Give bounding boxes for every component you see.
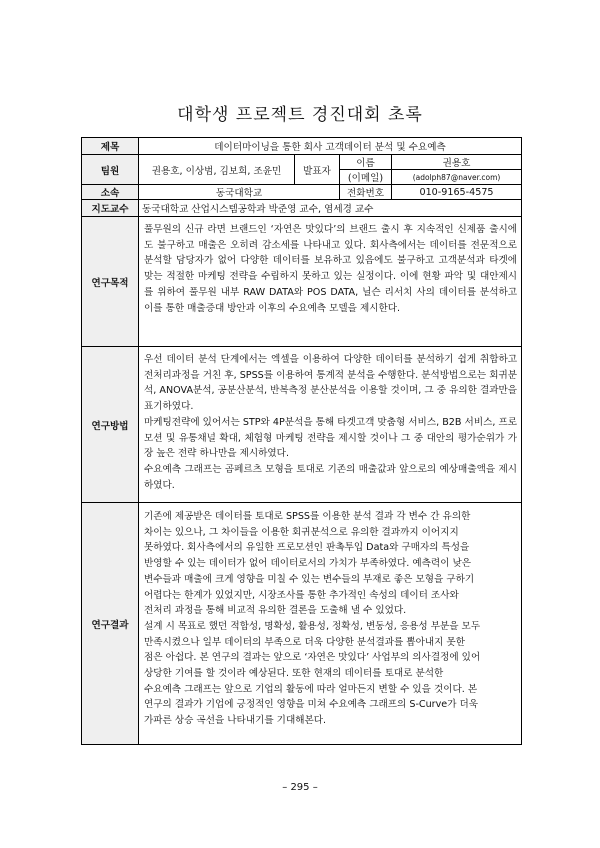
- method-label: 연구방법: [82, 347, 139, 503]
- presenter-email: (adolph87@naver.com): [392, 170, 522, 185]
- result-line: 어렵다는 한계가 있었지만, 시장조사를 통한 추가적인 속성의 데이터 조사와: [144, 589, 459, 601]
- advisor-label: 지도교수: [82, 200, 139, 217]
- document-title: 대학생 프로젝트 경진대회 초록: [177, 105, 423, 125]
- email-label: (이메일): [340, 170, 392, 185]
- result-line: 변수들과 매출에 크게 영향을 미칠 수 있는 변수들의 부재로 좋은 모형을 구하기: [144, 573, 475, 585]
- result-line: 못하였다. 회사측에서의 유일한 프로모션인 판촉투입 Data와 구매자의 특성을: [144, 542, 470, 554]
- title-row: [82, 138, 522, 155]
- purpose-row: [82, 217, 522, 347]
- result-line: 설계 시 목표로 했던 적합성, 명확성, 활용성, 정확성, 변동성, 응용성 부분을 모두: [144, 620, 481, 632]
- presenter-label: 발표자: [295, 155, 340, 185]
- result-line: 수요예측 그래프는 앞으로 기업의 활동에 따라 얼마든지 변할 수 있을 것이다. 본: [144, 683, 478, 695]
- phone-label: 전화번호: [340, 185, 392, 200]
- page-number: – 295 –: [282, 782, 318, 793]
- method-paragraph: 우선 데이터 분석 단계에서는 엑셀을 이용하여 다양한 데이터를 분석하기 쉽게 취합하고 전처리과정을 거친 후, SPSS를 이용하여 통계적 분석을 수행한다. 분석방법으로는 회귀분석, ANOVA분석, 공분산분석, 반복측정 분산분석을 이용할 것이며, 그 중 유의한 결과만을 표기하였다.: [144, 354, 518, 413]
- method-paragraph: 마케팅전략에 있어서는 STP와 4P분석을 통해 타겟고객 맞춤형 서비스, B2B 서비스, 프로모션 및 유통채널 확대, 체험형 마케팅 전략을 제시할 것이나 그 중 대안의 평가순위가 가장 높은 전략 하나만을 제시하였다.: [144, 416, 518, 460]
- team-members: 권용호, 이상범, 김보희, 조윤민: [139, 155, 295, 185]
- result-line: 반영할 수 있는 데이터가 없어 데이터로서의 가치가 부족하였다. 예측력이 낮은: [144, 558, 472, 570]
- affiliation-value: 동국대학교: [139, 185, 340, 200]
- result-line: 전처리 과정을 통해 비교적 유의한 결론을 도출해 낼 수 있었다.: [144, 605, 407, 617]
- result-row: [82, 503, 522, 745]
- abstract-table: [81, 137, 522, 745]
- advisor-row: [82, 200, 522, 217]
- name-label: 이름: [340, 155, 392, 170]
- method-text: [139, 347, 522, 503]
- result-line: 점은 아쉽다. 본 연구의 결과는 앞으로 ‘자연은 맛있다’ 사업부의 의사결정에 있어: [144, 652, 481, 664]
- result-text: [139, 503, 522, 745]
- result-line: 연구의 결과가 기업에 긍정적인 영향을 미쳐 수요예측 그래프의 S-Curve가 더욱: [144, 699, 479, 711]
- purpose-label: 연구목적: [82, 217, 139, 347]
- advisor-value: 동국대학교 산업시스템공학과 박준영 교수, 염세경 교수: [139, 200, 522, 217]
- purpose-paragraph: 풀무원의 신규 라면 브랜드인 ‘자연은 맛있다’의 브랜드 출시 후 지속적인 신제품 출시에도 불구하고 매출은 오히려 감소세를 나타내고 있다. 회사측에서는 데이터를 전문적으로 분석할 담당자가 없어 다양한 데이터를 보유하고 있음에도 불구하고 고객분석과 타겟에 맞는 적절한 마케팅 전략을 수립하지 못하고 있는 실정이다. 이에 현황 파악 및 대안제시를 위하여 풀무원 내부 RAW DATA와 POS DATA, 닐슨 리서치 사의 데이터를 분석하고 이를 통한 매출증대 방안과 이후의 수요예측 모델을 제시한다.: [144, 224, 518, 314]
- presenter-name: 권용호: [392, 155, 522, 170]
- affiliation-row: [82, 185, 522, 200]
- method-paragraph: 수요예측 그래프는 곰페르츠 모형을 토대로 기존의 매출값과 앞으로의 예상매출액을 제시하였다.: [144, 463, 518, 491]
- method-row: [82, 347, 522, 503]
- title-label: 제목: [82, 138, 139, 155]
- team-row: [82, 155, 522, 170]
- team-label: 팀원: [82, 155, 139, 185]
- project-title: 데이터마이닝을 통한 회사 고객데이터 분석 및 수요예측: [139, 138, 522, 155]
- result-label: 연구결과: [82, 503, 139, 745]
- result-line: 만족시켰으나 일부 데이터의 부족으로 더욱 다양한 분석결과를 뽑아내지 못한: [144, 636, 465, 648]
- result-line: 상당한 기여를 할 것이라 예상된다. 또한 현재의 데이터를 토대로 분석한: [144, 668, 444, 680]
- phone-value: 010-9165-4575: [392, 185, 522, 200]
- result-line: 가파른 상승 곡선을 나타내기를 기대해본다.: [144, 715, 327, 727]
- purpose-text: [139, 217, 522, 347]
- affiliation-label: 소속: [82, 185, 139, 200]
- result-line: 차이는 있으나, 그 차이들을 이용한 회귀분석으로 유의한 결과까지 이어지지: [144, 526, 459, 538]
- result-line: 기존에 제공받은 데이터를 토대로 SPSS를 이용한 분석 결과 각 변수 간 유의한: [144, 511, 471, 522]
